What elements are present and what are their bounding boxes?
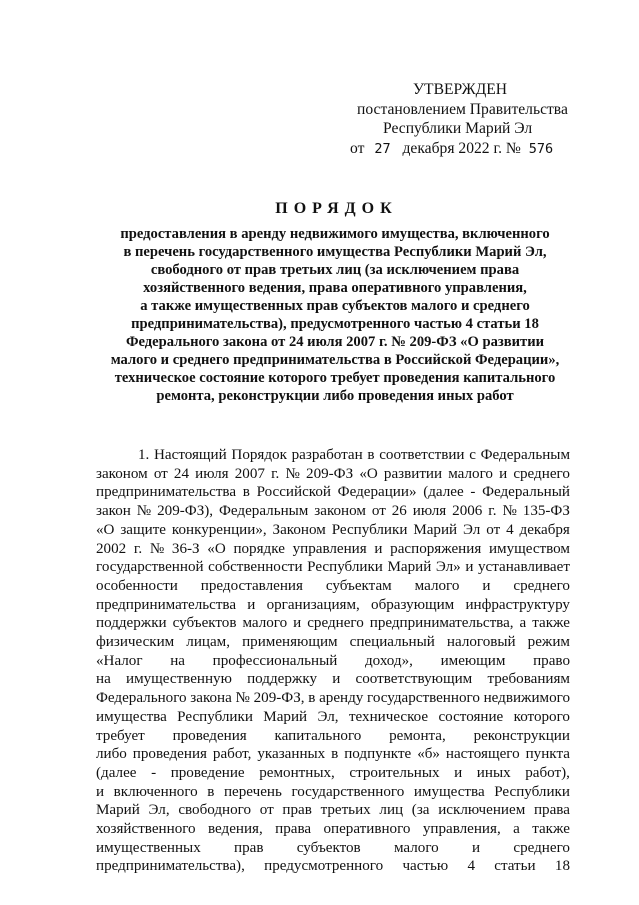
body-word: закона — [190, 690, 232, 707]
body-line — [96, 483, 570, 502]
body-word: субъектов — [172, 615, 237, 632]
body-word: применяющим — [242, 634, 338, 651]
body-word: строительных — [349, 764, 440, 781]
body-word: имущественных — [96, 839, 201, 856]
body-word: подпункте — [344, 746, 412, 763]
body-word: Законом — [272, 521, 326, 538]
body-word: Эл, — [317, 708, 339, 725]
body-word: в — [242, 484, 250, 501]
body-word: и — [96, 783, 105, 800]
body-word: и — [374, 540, 383, 557]
body-word: Порядок — [231, 447, 287, 463]
subtitle-line: техническое состояние которого требует проведения капитального — [114, 370, 556, 386]
body-line — [96, 745, 570, 764]
body-word: прав — [282, 802, 312, 819]
body-word: «Налог — [96, 652, 143, 669]
body-word: требует — [96, 727, 145, 744]
body-word: защите — [120, 521, 167, 538]
body-word: поддержки — [96, 615, 167, 632]
subtitle-line: предпринимательства), предусмотренного частью 4 статьи 18 — [131, 316, 539, 332]
body-word: конкуренции», — [171, 521, 267, 538]
body-word: 36-З — [171, 540, 200, 557]
body-word: среднего — [513, 465, 570, 482]
subtitle-line: Федерального закона от 24 июля 2007 г. № 209-ФЗ «О развитии — [125, 334, 545, 350]
approval-issuer-line: постановлением Правительства — [357, 100, 568, 118]
body-word: особенности — [96, 577, 178, 594]
body-line — [96, 446, 570, 465]
body-word: малого — [242, 615, 288, 632]
body-word: июля — [412, 503, 447, 520]
body-word: порядке — [233, 540, 285, 557]
body-word: 4 — [467, 858, 475, 875]
body-word: государственного — [291, 783, 405, 800]
subtitle-line: в перечень государственного имущества Республики Марий Эл, — [123, 244, 547, 260]
body-word: (далее — [423, 484, 464, 501]
body-word: которого — [513, 708, 570, 725]
body-word: распоряжения — [390, 540, 482, 557]
approval-region-line: Республики Марий Эл — [383, 120, 533, 137]
body-word: поддержку — [247, 671, 317, 688]
body-word: проведения — [172, 727, 247, 744]
date-prefix: от — [350, 139, 365, 157]
body-word: лицам, — [186, 634, 231, 651]
body-word: разработан — [291, 447, 363, 463]
body-word: Марий — [387, 559, 432, 576]
body-line — [96, 801, 570, 820]
body-word: Федерального — [96, 690, 187, 707]
date-day: 27 — [374, 140, 391, 157]
body-word: права — [275, 821, 312, 838]
body-line — [96, 502, 570, 521]
body-word: Настоящий — [154, 447, 227, 463]
body-word: 209-ФЗ — [306, 465, 354, 482]
body-word: Эл, — [148, 802, 170, 819]
body-word: предоставления — [200, 577, 303, 594]
body-word: ведения, — [207, 821, 263, 838]
body-word: Марий — [96, 802, 140, 819]
body-word: права — [533, 802, 570, 819]
body-word: режим — [527, 634, 570, 651]
body-word: (далее — [96, 764, 137, 781]
body-word: организациям, — [266, 596, 360, 613]
body-word: недвижимого — [483, 690, 570, 707]
body-line — [96, 857, 570, 876]
body-word: свободного — [178, 802, 252, 819]
body-word: № — [136, 503, 152, 520]
body-word: - — [470, 484, 476, 501]
body-word: а — [513, 821, 520, 838]
body-word: в — [367, 447, 375, 463]
body-word: капитального — [274, 727, 362, 744]
body-word: закон — [96, 503, 131, 520]
body-word: имуществом — [488, 540, 570, 557]
body-word: 4 — [506, 521, 514, 538]
body-word: № — [149, 540, 165, 557]
body-word: Федерации» — [337, 484, 417, 501]
body-word: с — [469, 447, 476, 463]
body-word: имущества — [96, 708, 167, 725]
body-word: реконструкции — [473, 727, 570, 744]
body-word: среднего — [307, 615, 364, 632]
body-word: Эл — [463, 521, 481, 538]
body-word: в — [331, 746, 339, 763]
body-word: имеющим — [440, 652, 506, 669]
body-word: настоящего — [445, 746, 520, 763]
body-word: проведение — [170, 764, 245, 781]
body-word: техническое — [348, 708, 429, 725]
body-word: предусмотренного — [264, 858, 384, 875]
body-word: от — [259, 802, 274, 819]
body-word: ремонта, — [389, 727, 446, 744]
body-word: развитии — [383, 465, 443, 482]
body-word: в — [207, 783, 215, 800]
body-word: и — [465, 559, 474, 576]
body-word: соответствии — [379, 447, 465, 463]
body-word: на — [96, 671, 111, 688]
body-line — [96, 633, 570, 652]
body-word: 2007 — [234, 465, 265, 482]
body-word: государственного — [367, 690, 480, 707]
body-word: законом — [314, 503, 366, 520]
body-word: г. — [133, 540, 143, 557]
body-word: Республики — [307, 559, 383, 576]
body-word: указанных — [257, 746, 326, 763]
body-word: требованиям — [487, 671, 570, 688]
body-word: Марий — [263, 708, 308, 725]
body-word: законом — [96, 465, 148, 482]
body-word: и — [454, 764, 463, 781]
body-word: государственной — [96, 559, 204, 576]
body-word: среднего — [513, 577, 570, 594]
body-word: предпринимательства, — [369, 615, 514, 632]
body-word: Республики — [494, 783, 570, 800]
document-subtitle — [95, 225, 575, 405]
approval-title: УТВЕРЖДЕН — [413, 81, 508, 98]
body-word: «О — [359, 465, 378, 482]
body-word: аренду — [319, 690, 364, 707]
body-word: также — [532, 615, 570, 632]
body-word: хозяйственного — [96, 821, 196, 838]
body-word: перечень — [223, 783, 282, 800]
body-word: Федеральным — [480, 447, 570, 463]
document-title: ПОРЯДОК — [275, 200, 398, 217]
body-word: проведения — [132, 746, 207, 763]
body-line — [96, 839, 570, 858]
body-word: пункта — [525, 746, 570, 763]
body-line — [96, 670, 570, 689]
body-word: от — [153, 465, 168, 482]
body-word: образующим — [371, 596, 455, 613]
doc-number: 576 — [528, 140, 554, 157]
body-word: на — [170, 652, 185, 669]
body-word: предпринимательства — [96, 596, 237, 613]
body-word: 26 — [391, 503, 407, 520]
body-word: исключением — [438, 802, 526, 819]
body-word: № — [235, 690, 250, 707]
body-word: частью — [402, 858, 449, 875]
subtitle-line: свободного от прав третьих лиц (за исключением права — [150, 262, 520, 278]
body-word: 2006 — [452, 503, 483, 520]
body-word: Марий — [413, 521, 458, 538]
body-word: (за — [411, 802, 430, 819]
body-word: декабря — [519, 521, 570, 538]
body-word: № — [285, 465, 300, 482]
body-word: специальный — [349, 634, 435, 651]
body-word: и — [247, 596, 256, 613]
body-word: субъектов — [296, 839, 361, 856]
body-word: и — [472, 839, 481, 856]
subtitle-line: хозяйственного ведения, права оперативного управления, — [143, 280, 527, 296]
body-word: работ, — [212, 746, 252, 763]
body-line — [96, 596, 570, 615]
body-word: имущества — [413, 783, 485, 800]
body-word: 135-ФЗ — [522, 503, 570, 520]
body-word: право — [533, 652, 570, 669]
body-word: собственности — [208, 559, 303, 576]
body-line — [96, 727, 570, 746]
body-line — [96, 558, 570, 577]
body-line — [96, 783, 570, 802]
body-line — [96, 521, 570, 540]
body-word: малого — [448, 465, 493, 482]
approval-date-line — [345, 139, 605, 160]
body-word: «О — [96, 521, 115, 538]
subtitle-line: ремонта, реконструкции либо проведения иных работ — [156, 388, 514, 404]
body-word: управления — [292, 540, 367, 557]
body-word: предпринимательства — [96, 484, 237, 501]
body-word: в — [308, 690, 316, 707]
body-word: Российской — [256, 484, 331, 501]
body-word: доход», — [364, 652, 413, 669]
body-line — [96, 689, 570, 708]
document-body — [96, 446, 570, 876]
body-word: и — [332, 671, 341, 688]
body-word: 209-ФЗ), — [157, 503, 214, 520]
body-word: устанавливает — [477, 559, 570, 576]
body-word: также — [532, 821, 570, 838]
body-line — [96, 465, 570, 484]
body-word: либо — [96, 746, 127, 763]
body-line — [96, 614, 570, 633]
body-word: соответствующим — [355, 671, 473, 688]
body-word: налоговый — [446, 634, 516, 651]
body-word: профессиональный — [212, 652, 338, 669]
body-word: г. — [271, 465, 280, 482]
approval-block — [345, 80, 605, 159]
body-line — [96, 820, 570, 839]
date-rest: декабря 2022 г. № — [402, 139, 521, 157]
body-word: статьи — [494, 858, 536, 875]
body-word: от — [486, 521, 501, 538]
body-word: Республики — [331, 521, 408, 538]
body-line — [96, 577, 570, 596]
body-line — [96, 652, 570, 671]
body-word: ремонтных, — [259, 764, 335, 781]
body-word: и — [499, 465, 508, 482]
body-word: 1. — [138, 447, 150, 463]
body-word: 209-ФЗ, — [253, 690, 305, 707]
body-word: «О — [207, 540, 226, 557]
subtitle-line: а также имущественных прав субъектов малого и среднего — [140, 298, 530, 314]
body-word: субъектам — [325, 577, 392, 594]
body-line — [96, 540, 570, 559]
body-word: 24 — [173, 465, 189, 482]
body-word: и — [482, 577, 491, 594]
body-word: имущественную — [126, 671, 232, 688]
body-word: оперативного — [323, 821, 411, 838]
body-word: третьих — [320, 802, 371, 819]
body-word: состояние — [438, 708, 504, 725]
body-line — [96, 764, 570, 783]
body-word: «б» — [417, 746, 440, 763]
body-word: № — [502, 503, 517, 520]
body-word: лиц — [379, 802, 404, 819]
body-word: 2002 — [96, 540, 127, 557]
body-word: прав — [234, 839, 264, 856]
body-word: - — [151, 764, 157, 781]
body-word: управления, — [422, 821, 501, 838]
body-word: июля — [195, 465, 229, 482]
body-word: включенного — [113, 783, 198, 800]
body-word: инфраструктуру — [465, 596, 570, 613]
body-word: малого — [393, 839, 439, 856]
body-word: Федеральным — [218, 503, 309, 520]
body-line — [96, 708, 570, 727]
body-word: Эл» — [435, 559, 461, 576]
body-word: работ), — [525, 764, 570, 781]
body-word: Республики — [177, 708, 253, 725]
body-word: и — [293, 615, 302, 632]
body-word: иных — [476, 764, 511, 781]
body-word: среднего — [513, 839, 570, 856]
body-word: от — [371, 503, 386, 520]
body-word: 18 — [554, 858, 570, 875]
subtitle-line: малого и среднего предпринимательства в Российской Федерации», — [110, 352, 560, 368]
body-word: а — [519, 615, 527, 632]
body-word: Федеральный — [482, 484, 570, 501]
body-word: физическим — [96, 634, 175, 651]
subtitle-line: предоставления в аренду недвижимого имущества, включенного — [120, 226, 550, 242]
body-word: малого — [414, 577, 460, 594]
body-word: предпринимательства), — [96, 858, 245, 875]
body-word: г. — [488, 503, 497, 520]
